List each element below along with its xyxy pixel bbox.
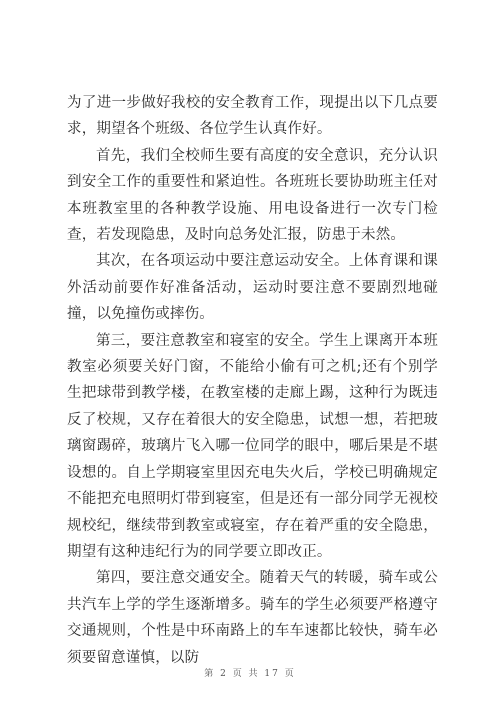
page-number-footer: 第 2 页 共 17 页 xyxy=(204,669,296,679)
paragraph-fourth: 第四，要注意交通安全。随着天气的转暖，骑车或公共汽车上学的学生逐渐增多。骑车的学生必须要严格遵守交通规则，个性是中环南路上的车车速都比较快，骑车必须要留意谨慎，以防 xyxy=(67,570,438,666)
paragraph-third: 第三，要注意教室和寝室的安全。学生上课离开本班教室必须要关好门窗，不能给小偷有可之机;还有个别学生把球带到教学楼，在教室楼的走廊上踢，这种行为既违反了校规，又存在着很大的安全隐患，试想一想，若把玻璃窗踢碎，玻璃片飞入哪一位同学的眼中，哪后果是不堪设想的。自上学期寝室里因充电失火后，学校已明确规定不能把充电照明灯带到寝室，但是还有一部分同学无视校规校纪，继续带到教室或寝室，存在着严重的安全隐患，期望有这种违纪行为的同学要立即改正。 xyxy=(67,332,438,560)
document-body xyxy=(67,90,438,671)
paragraph-intro: 为了进一步做好我校的安全教育工作，现提出以下几点要求，期望各个班级、各位学生认真作好。 xyxy=(67,95,438,138)
paragraph-second: 其次，在各项运动中要注意运动安全。上体育课和课外活动前要作好准备活动，运动时要注意不要剧烈地碰撞，以免撞伤或摔伤。 xyxy=(67,253,438,323)
paragraph-first: 首先，我们全校师生要有高度的安全意识，充分认识到安全工作的重要性和紧迫性。各班班长要协助班主任对本班教室里的各种教学设施、用电设备进行一次专门检查，若发现隐患，及时向总务处汇报，防患于未然。 xyxy=(67,147,438,244)
